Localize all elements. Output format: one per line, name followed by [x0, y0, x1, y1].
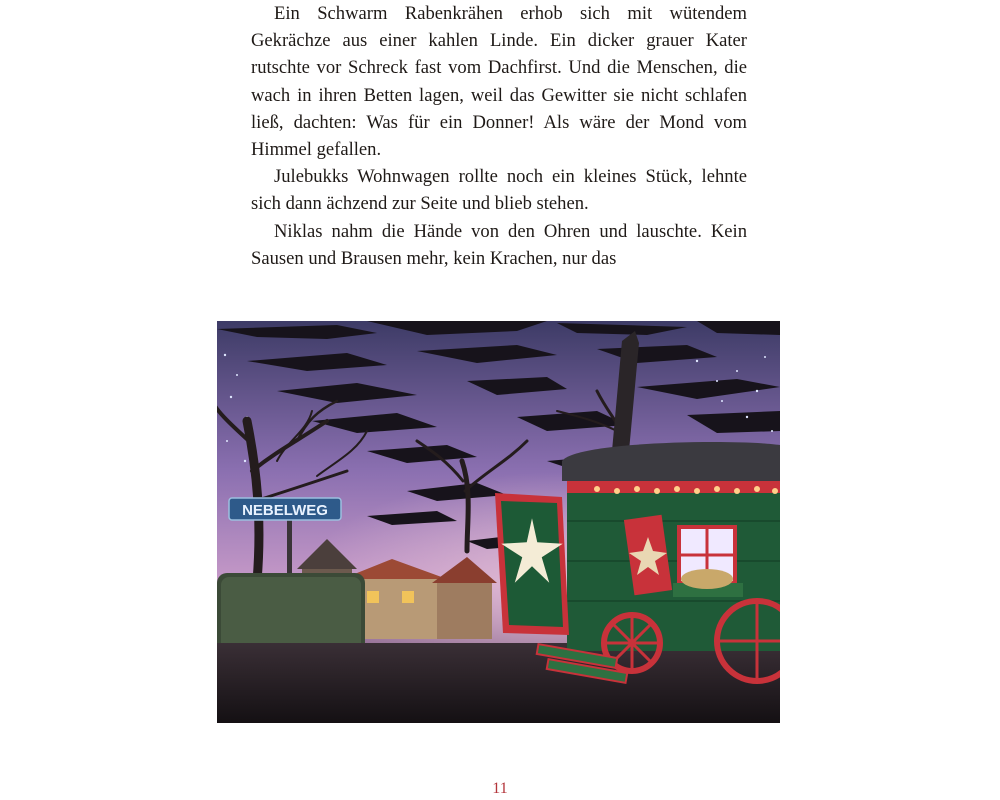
paragraph: Niklas nahm die Hände von den Ohren und lauschte. Kein Sausen und Brausen mehr, kein Krachen, nur das: [251, 220, 747, 269]
paragraph: Julebukks Wohnwagen rollte noch ein kleines Stück, lehnte sich dann ächzend zur Seite und blieb stehen.: [251, 166, 747, 215]
stage-illustration: [217, 321, 780, 723]
paragraph: Ein Schwarm Rabenkrähen erhob sich mit wütendem Gekrächze aus einer kahlen Linde. Ein dicker grauer Kater rutschte vor Schreck fast vom Dachfirst. Und die Menschen, die wach in ihren Betten lagen, weil das Gewitter sie nicht schlafen ließ, dachten: Was für ein Donner! Als wäre der Mond vom Himmel gefallen.: [251, 3, 747, 161]
stage-scene: [217, 321, 780, 723]
street-sign-text: NEBELWEG: [242, 502, 328, 519]
stage-floor: [217, 643, 780, 723]
body-text: [251, 0, 747, 272]
page-number: 11: [492, 780, 508, 797]
